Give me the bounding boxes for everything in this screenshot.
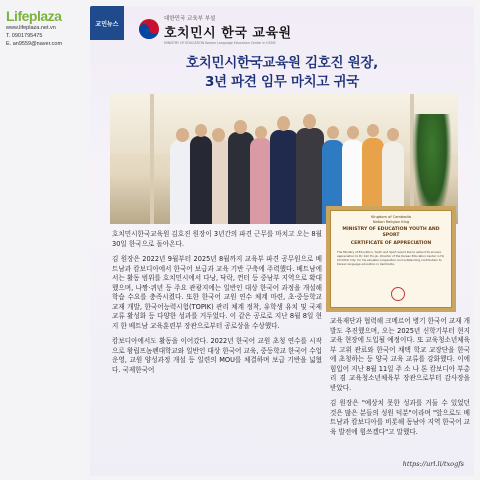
cert-country: Kingdom of Cambodia <box>371 215 411 219</box>
org-english: MINISTRY OF EDUCATION Korean Language Education Center in HCMC <box>164 40 277 45</box>
brand-logo: Lifeplaza <box>6 8 62 24</box>
section-tag: 교민뉴스 <box>90 6 124 40</box>
cert-ministry: MINISTRY OF EDUCATION YOUTH AND SPORT <box>342 227 440 238</box>
seal-icon <box>391 287 405 301</box>
paragraph: 호치민시한국교육원 김호진 원장이 3년간의 파견 근무를 마치고 오는 8월 30일 한국으로 돌아온다. <box>112 230 322 248</box>
ministry-label: 대한민국 교육부 부설 <box>164 15 216 22</box>
taegeuk-emblem-icon <box>138 18 160 40</box>
brand-email[interactable]: E. an9559@naver.com <box>6 41 63 47</box>
org-name: 호치민시 한국 교육원 <box>164 25 292 41</box>
paragraph: 캄보디아에서도 활동을 이어갔다. 2022년 한국어 교원 초청 연수를 시작으로 왕립프놈펜대학교와 일반인 대상 한국어 교육, 중등학교 한국어 수업 운영, 교원 양성과정 개설 등 일련의 MOU를 체결하며 보급 기반을 넓혔다. 국제한국어 <box>112 337 322 374</box>
cert-heading: CERTIFICATE OF APPRECIATION <box>350 241 432 246</box>
cert-body: The Ministry of Education, Youth and Sport would like to extend its sincere appreciation to Dr. Kim Ho-jin, Director of the Korean Education Center in Ho Chi Minh City, for his valuable cooperation and outstanding contribution to Korean language education in Cambodia. <box>337 250 445 266</box>
certificate-image <box>326 206 456 312</box>
title-line-1: 호치민시한국교육원 김호진 원장, <box>185 55 378 71</box>
brand-website[interactable]: www.lifeplaza.net.vn <box>6 25 56 31</box>
org-header <box>138 12 308 46</box>
brand-block <box>6 8 86 48</box>
paragraph: 김 원장은 "예상치 못한 성과를 거둘 수 있었던 것은 많은 분들의 성원 덕분"이라며 "앞으로도 베트남과 캄보디아를 비롯해 동남아 지역 한국어 교육 발전에 힘쓰겠다"고 말했다. <box>330 399 470 436</box>
magazine-page <box>90 6 474 476</box>
article-title <box>90 54 474 92</box>
article-column-right <box>330 317 470 443</box>
title-line-2: 3년 파견 임무 마치고 귀국 <box>204 74 360 90</box>
paragraph: 교육재단과 협력해 크메르어 병기 한국어 교재 개발도 추진했으며, 오는 2025년 신학기부터 현지 교육 현장에 도입될 예정이다. 또 교육청소년체육부 고위 관료와 한국어 채택 학교 교장단을 한국에 초청하는 등 양국 교육 교류를 강화했다. 이에 힘입어 지난 8월 11일 주 소 나 톤 캄보디아 부총리 겸 교육청소년체육부 장관으로부터 감사장을 받았다. <box>330 317 470 392</box>
article-column-left <box>112 230 322 381</box>
source-url[interactable]: https://url.li/txogfs <box>402 460 464 468</box>
cert-motto: Nation Religion King <box>372 220 410 224</box>
brand-phone: T. 0901795475 <box>6 33 43 39</box>
group-photo <box>110 94 458 224</box>
paragraph: 김 원장은 2022년 9월부터 2025년 8월까지 교육부 파견 공무원으로 베트남과 캄보디아에서 한국어 보급과 교육 기반 구축에 주력했다. 베트남에서는 활동 범위를 호치민시에서 다낭, 닥락, 껀터 등 중남부 지역으로 확대했으며, 나짱·퀴년 등 주요 관광지에는 일반인 대상 한국어 과정을 개설해 학습 수요를 충족시켰다. 또한 한국어 교원 연수 체계 마련, 초·중등학교 교재 개발, 한국어능력시험(TOPIK) 관리 체계 정착, 유학생 유치 및 국제교류 활성화 등 다양한 성과를 거두었다. 이 같은 공로로 지난 8월 8일 현지 한 베트남 교육훈련부 장관으로부터 공로상을 수상했다. <box>112 255 322 330</box>
